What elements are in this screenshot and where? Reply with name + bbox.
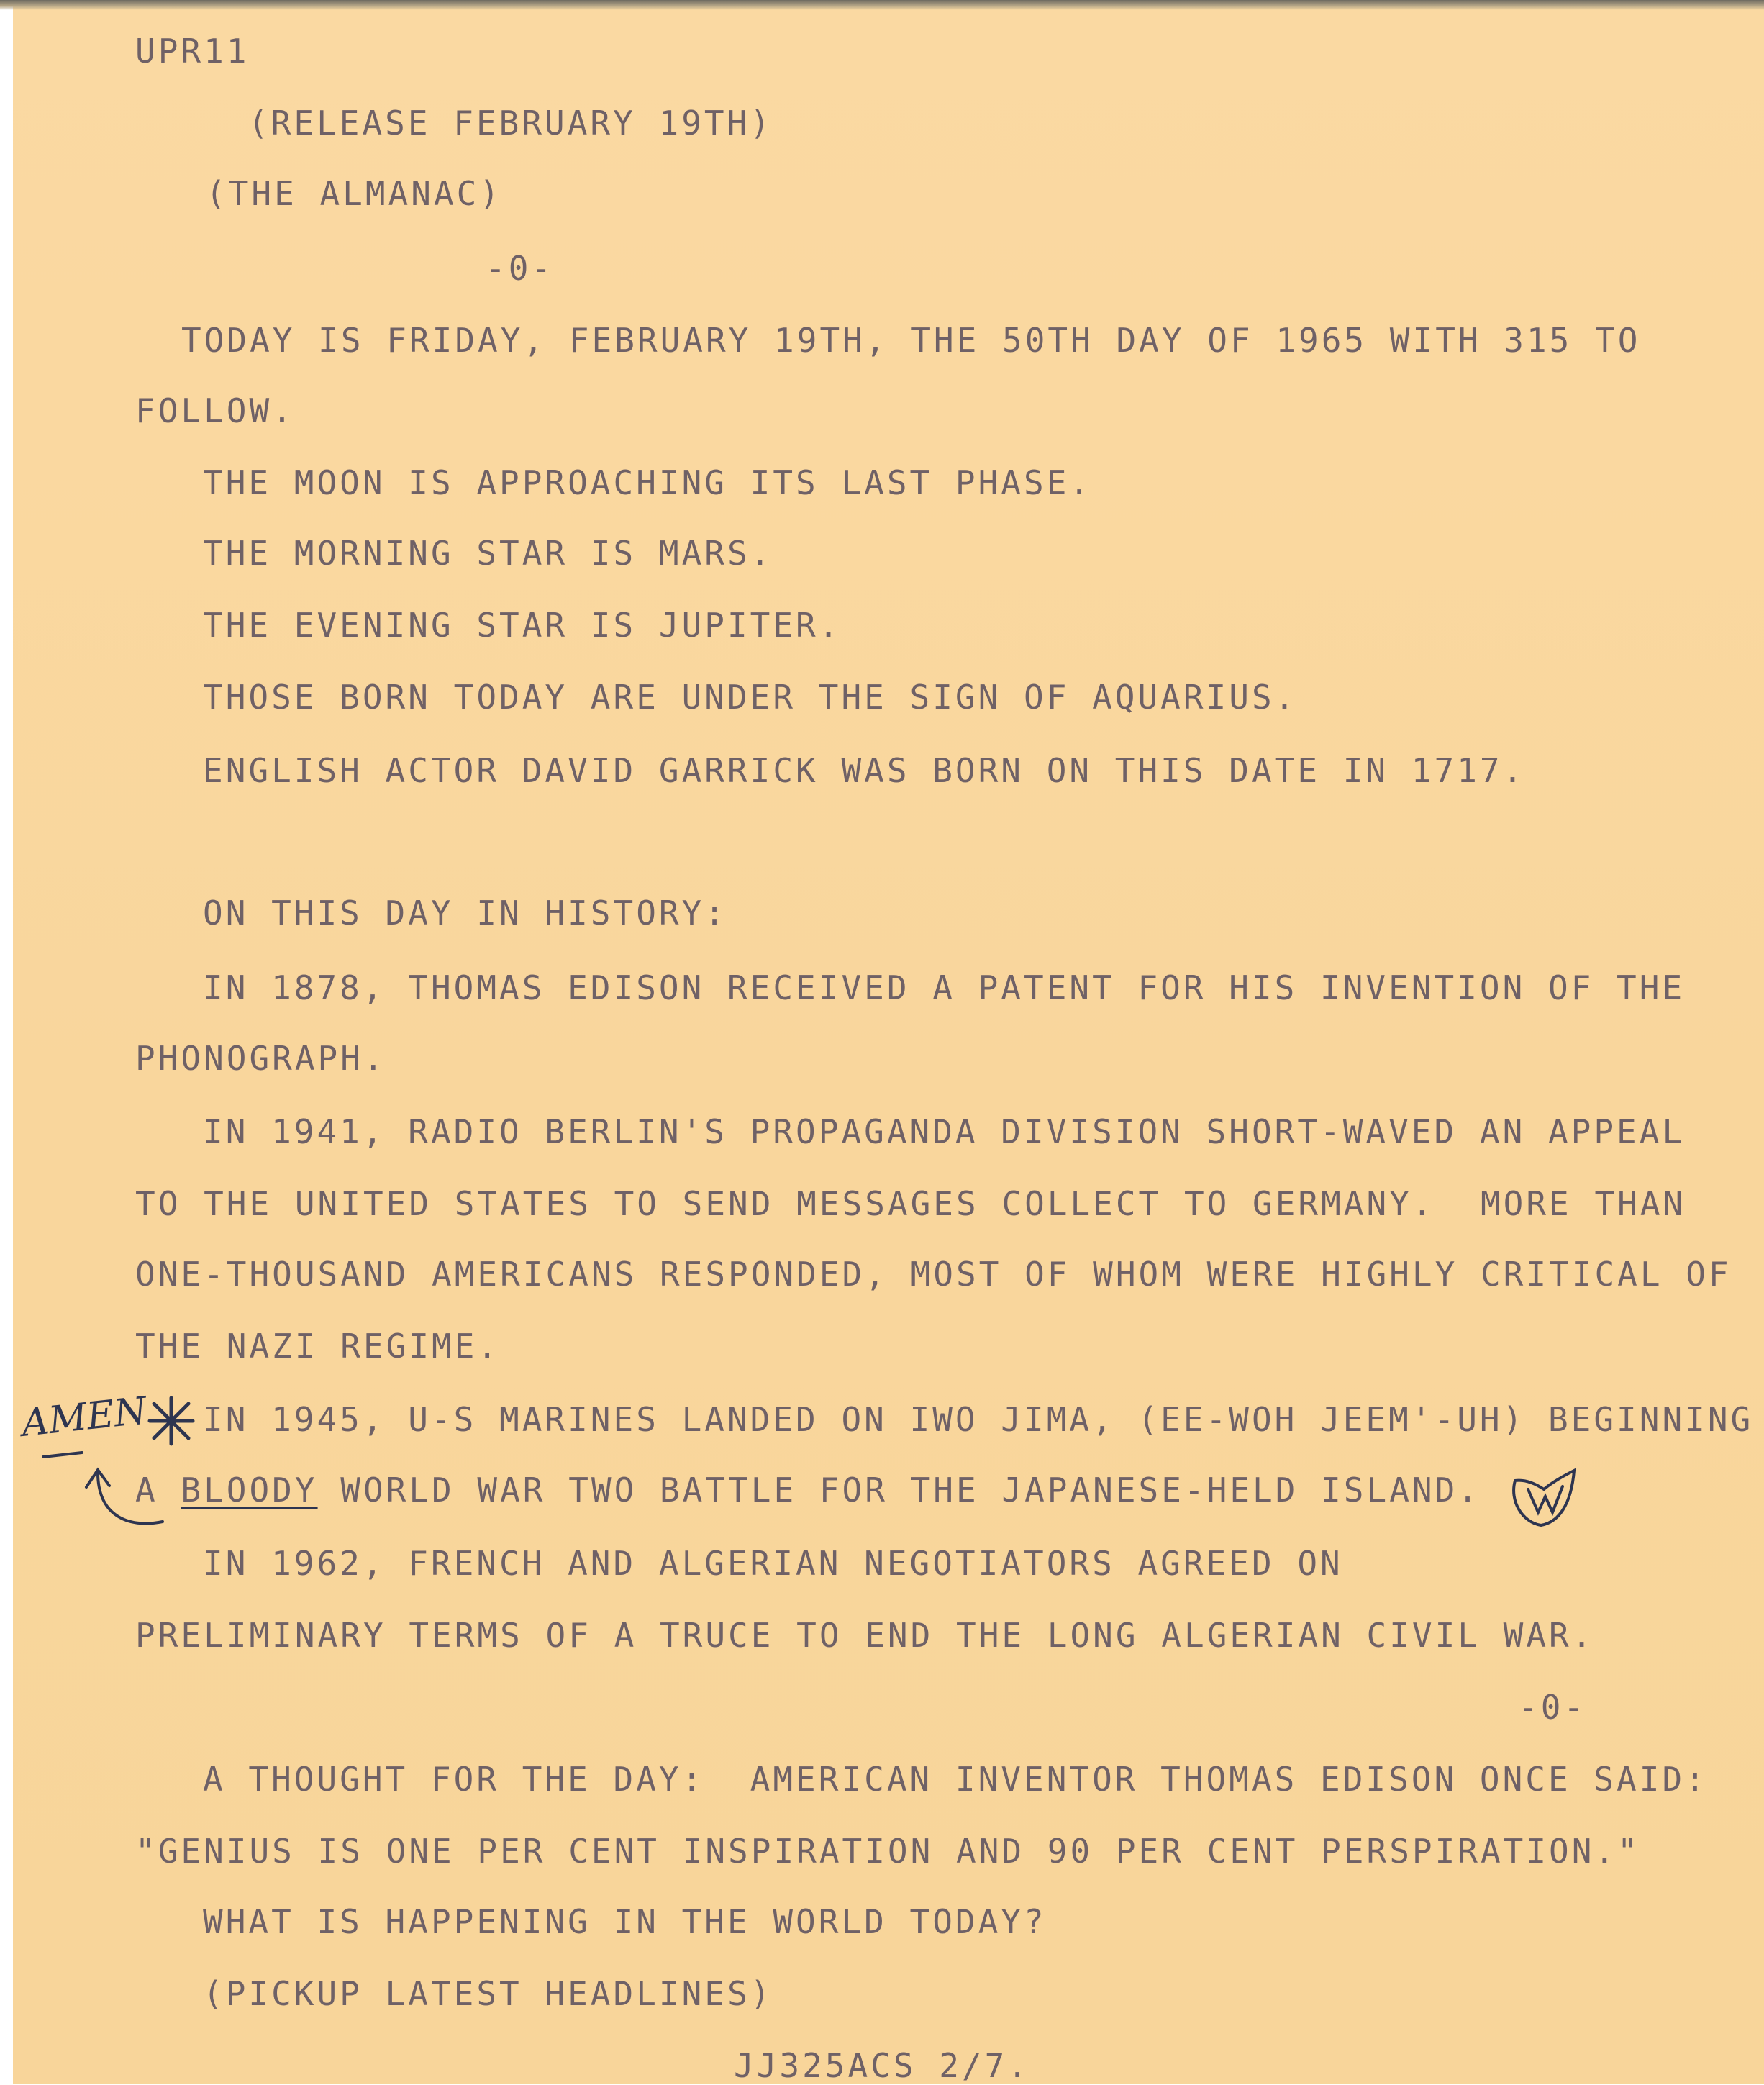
world-question-line: WHAT IS HAPPENING IN THE WORLD TODAY? — [203, 1902, 1047, 1941]
history-1962-line-2: PRELIMINARY TERMS OF A TRUCE TO END THE LONG ALGERIAN CIVIL WAR. — [135, 1616, 1595, 1655]
top-edge-shadow — [0, 0, 1764, 10]
section-title: (THE ALMANAC) — [206, 174, 503, 213]
intro-line-1: TODAY IS FRIDAY, FEBRUARY 19TH, THE 50TH DAY OF 1965 WITH 315 TO — [181, 321, 1641, 360]
separator: -0- — [1518, 1688, 1587, 1727]
history-1941-line-2: TO THE UNITED STATES TO SEND MESSAGES COLLECT TO GERMANY. MORE THAN — [135, 1184, 1686, 1223]
document-code: JJ325ACS 2/7. — [734, 2046, 1031, 2085]
evening-star-line: THE EVENING STAR IS JUPITER. — [203, 606, 842, 645]
separator: -0- — [486, 249, 555, 288]
history-1941-line-3: ONE-THOUSAND AMERICANS RESPONDED, MOST OF WHOM WERE HIGHLY CRITICAL OF — [135, 1255, 1732, 1294]
intro-line-2: FOLLOW. — [135, 391, 295, 430]
history-1945-line-1: IN 1945, U-S MARINES LANDED ON IWO JIMA, (EE-WOH JEEM'-UH) BEGINNING — [203, 1400, 1754, 1439]
birth-sign-line: THOSE BORN TODAY ARE UNDER THE SIGN OF AQUARIUS. — [203, 678, 1298, 717]
history-1941-line-1: IN 1941, RADIO BERLIN'S PROPAGANDA DIVISION SHORT-WAVED AN APPEAL — [203, 1112, 1686, 1151]
release-line: (RELEASE FEBRUARY 19TH) — [248, 104, 773, 142]
history-1878-line-1: IN 1878, THOMAS EDISON RECEIVED A PATENT FOR HIS INVENTION OF THE — [203, 968, 1686, 1007]
thought-line-1: A THOUGHT FOR THE DAY: AMERICAN INVENTOR THOMAS EDISON ONCE SAID: — [203, 1760, 1708, 1799]
underlined-word: BLOODY — [181, 1471, 318, 1509]
handwritten-amen: AMEN — [19, 1389, 149, 1445]
thought-line-2: "GENIUS IS ONE PER CENT INSPIRATION AND 90 PER CENT PERSPIRATION." — [135, 1832, 1640, 1871]
history-1945-line-2 — [135, 1473, 1481, 1507]
insert-arrow-icon — [40, 1435, 170, 1536]
checkmark-seal-icon — [1502, 1455, 1581, 1534]
history-1941-line-4: THE NAZI REGIME. — [135, 1327, 501, 1366]
history-heading: ON THIS DAY IN HISTORY: — [203, 894, 727, 932]
moon-line: THE MOON IS APPROACHING ITS LAST PHASE. — [203, 463, 1093, 502]
birthday-line: ENGLISH ACTOR DAVID GARRICK WAS BORN ON THIS DATE IN 1717. — [203, 751, 1526, 790]
history-1962-line-1: IN 1962, FRENCH AND ALGERIAN NEGOTIATORS AGREED ON — [203, 1544, 1343, 1583]
history-1945-prefix: A — [135, 1471, 181, 1509]
pickup-line: (PICKUP LATEST HEADLINES) — [203, 1974, 773, 2013]
history-1945-rest: WORLD WAR TWO BATTLE FOR THE JAPANESE-HELD ISLAND. — [317, 1471, 1481, 1509]
history-1878-line-2: PHONOGRAPH. — [135, 1039, 386, 1078]
morning-star-line: THE MORNING STAR IS MARS. — [203, 534, 773, 573]
slug-line: UPR11 — [135, 32, 250, 71]
